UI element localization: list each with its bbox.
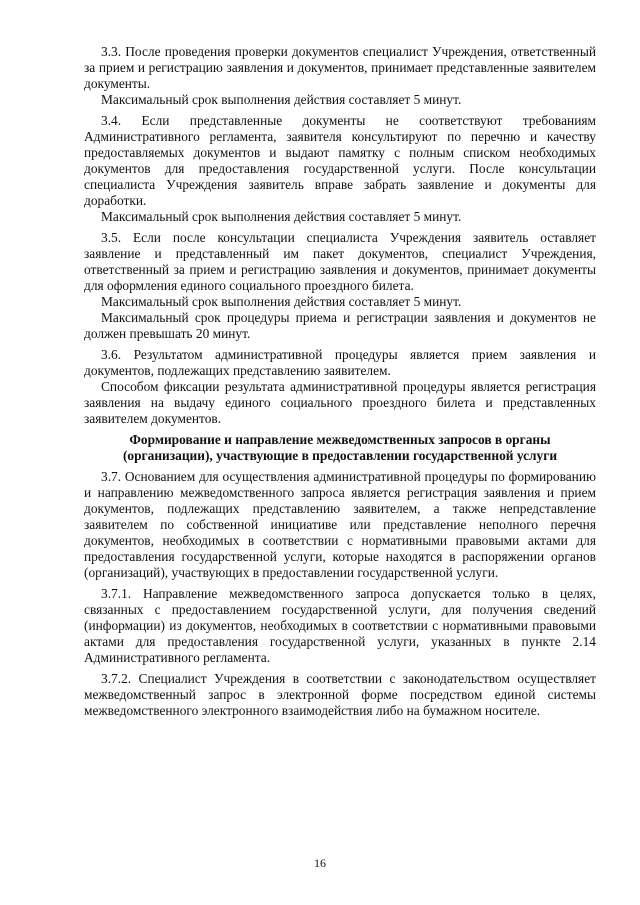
paragraph-3-5-max-duration: Максимальный срок процедуры приема и регистрации заявления и документов не должен превышать 20 минут. xyxy=(84,310,596,341)
page-number: 16 xyxy=(314,856,326,870)
paragraph-3-7-2: 3.7.2. Специалист Учреждения в соответствии с законодательством осуществляет межведомственный запрос в электронной форме посредством единой системы межведомственного электронного взаимодействия либо на бумажном носителе. xyxy=(84,671,596,718)
paragraph-3-5: 3.5. Если после консультации специалиста Учреждения заявитель оставляет заявление и представленный им пакет документов, специалист Учреждения, ответственный за прием и регистрацию заявления и документов, принимает документы для оформления единого социального проездного билета. xyxy=(84,230,596,293)
paragraph-3-7: 3.7. Основанием для осуществления административной процедуры по формированию и направлению межведомственного запроса является регистрация заявления и прием документов, подлежащих представлению заявителем, а также непредставление заявителем по собственной инициативе или представление неполного перечня документов, необходимых в соответствии с нормативными правовыми актами для предоставления государственной услуги, которые находятся в распоряжении органов (организаций), участвующих в предоставлении государственной услуги. xyxy=(84,469,596,580)
paragraph-3-5-time-limit: Максимальный срок выполнения действия составляет 5 минут. xyxy=(101,294,462,309)
paragraph-3-6-fixation: Способом фиксации результата административной процедуры является регистрация заявления на выдачу единого социального проездного билета и представленных заявителем документов. xyxy=(84,379,596,426)
paragraph-3-7-1: 3.7.1. Направление межведомственного запроса допускается только в целях, связанных с предоставлением государственной услуги, для получения сведений (информации) из документов, необходимых в соответствии с нормативными правовыми актами для предоставления государственной услуги, указанных в пункте 2.14 Административного регламента. xyxy=(84,586,596,665)
section-heading: Формирование и направление межведомственных запросов в органы (организации), участвующие в предоставлении государственной услуги xyxy=(122,432,558,463)
paragraph-3-4: 3.4. Если представленные документы не соответствуют требованиям Административного регламента, заявителя консультируют по перечню и качеству предоставляемых документов и выдают памятку с полным списком необходимых документов для предоставления государственной услуги. После консультации специалиста Учреждения заявитель вправе забрать заявление и документы для доработки. xyxy=(84,113,596,208)
paragraph-3-6: 3.6. Результатом административной процедуры является прием заявления и документов, подлежащих представлению заявителем. xyxy=(84,347,596,378)
paragraph-3-3-time-limit: Максимальный срок выполнения действия составляет 5 минут. xyxy=(101,92,462,107)
document-body xyxy=(84,44,596,719)
paragraph-3-4-time-limit: Максимальный срок выполнения действия составляет 5 минут. xyxy=(101,209,462,224)
paragraph-3-3: 3.3. После проведения проверки документов специалист Учреждения, ответственный за прием и регистрацию заявления и документов, принимает представленные заявителем документы. xyxy=(84,44,596,91)
